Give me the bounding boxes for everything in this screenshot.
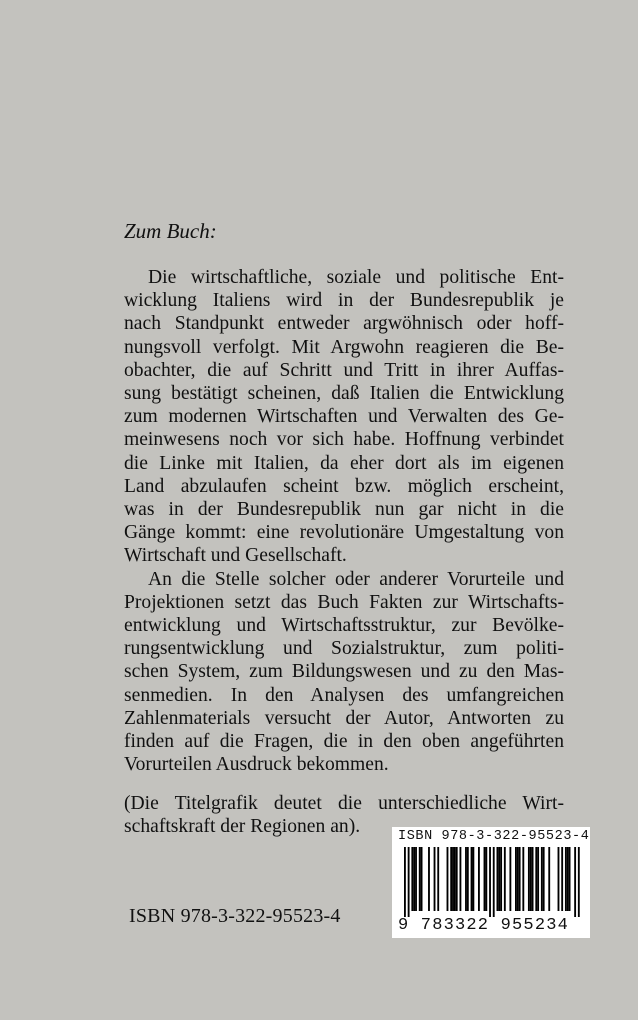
barcode-bar	[419, 847, 421, 911]
barcode-bar	[415, 847, 417, 911]
barcode-bar	[532, 847, 534, 911]
barcode-bar	[498, 847, 500, 911]
text-line: obachter, die auf Schritt und Tritt in ihrer Auffas-	[124, 359, 564, 381]
barcode-bar	[472, 847, 474, 911]
barcode-bar	[408, 847, 410, 917]
barcode-bar	[519, 847, 521, 911]
barcode-bar	[541, 847, 543, 911]
barcode-bar	[471, 847, 473, 911]
text-line: entwicklung und Wirtschaftsstruktur, zur Bevölke-	[124, 615, 564, 637]
barcode-digits: 9 783322 955234	[398, 916, 570, 935]
barcode-bar	[515, 847, 517, 911]
barcode-bar	[434, 847, 436, 911]
text-line: Gänge kommt: eine revolutionäre Umgestaltung von	[124, 522, 564, 544]
text-line: nungsvoll verfolgt. Mit Argwohn reagieren die Be-	[124, 336, 564, 358]
text-line: Vorurteilen Ausdruck bekommen.	[124, 754, 389, 776]
paragraph-1	[124, 266, 564, 568]
barcode-bar	[530, 847, 532, 911]
isbn-text: ISBN 978-3-322-95523-4	[129, 905, 341, 927]
text-line: die Linke mit Italien, da eher dort als im eigenen	[124, 452, 564, 474]
barcode-bar	[404, 847, 406, 917]
text-line: Wirtschaft und Gesellschaft.	[124, 545, 347, 567]
text-line: Land abzulaufen scheint bzw. möglich erscheint,	[124, 475, 564, 497]
barcode-bar	[456, 847, 458, 911]
barcode-bar	[450, 847, 452, 911]
barcode-bar	[452, 847, 454, 911]
barcode-bar	[484, 847, 486, 911]
text-line: zum modernen Wirtschaften und Verwalten des Ge-	[124, 406, 564, 428]
text-line: meinwesens noch vor sich habe. Hoffnung verbindet	[124, 429, 564, 451]
barcode-bar	[548, 847, 550, 911]
barcode-bar	[454, 847, 456, 911]
barcode-bar	[504, 847, 506, 911]
text-line: finden auf die Fragen, die in den oben angeführten	[124, 731, 564, 753]
barcode-bar	[578, 847, 580, 917]
barcode-bar	[565, 847, 567, 911]
text-line: rungsentwicklung und Sozialstruktur, zum politi-	[124, 638, 564, 660]
text-line: schaftskraft der Regionen an).	[124, 816, 361, 838]
barcode-bar	[543, 847, 545, 911]
barcode-box	[392, 827, 590, 938]
barcode-bar	[465, 847, 467, 911]
text-line: (Die Titelgrafik deutet die unterschiedliche Wirt-	[124, 793, 564, 814]
description-text	[124, 266, 564, 776]
barcode-bar	[500, 847, 502, 911]
barcode-bar	[489, 847, 491, 917]
text-line: was in der Bundesrepublik nun gar nicht in die	[124, 499, 564, 521]
barcode-bars	[396, 847, 586, 917]
barcode-bar	[460, 847, 462, 911]
barcode-bar	[467, 847, 469, 911]
barcode-bar	[485, 847, 487, 911]
barcode-bar	[497, 847, 499, 911]
barcode-bar	[569, 847, 571, 911]
barcode-bar	[535, 847, 537, 911]
text-line: sung bestätigt scheinen, daß Italien die Entwicklung	[124, 383, 564, 405]
barcode-bar	[558, 847, 560, 911]
text-line: Zahlenmaterials versucht der Autor, Antworten zu	[124, 707, 564, 729]
text-line: nach Standpunkt entweder argwöhnisch oder hoff-	[124, 313, 564, 335]
text-line: An die Stelle solcher oder anderer Vorurteile und	[148, 568, 564, 590]
barcode-bar	[517, 847, 519, 911]
barcode-bar	[574, 847, 576, 917]
barcode-bar	[411, 847, 413, 911]
text-line: senmedien. In den Analysen des umfangreichen	[124, 684, 564, 706]
barcode-bar	[537, 847, 539, 911]
barcode-bar	[421, 847, 423, 911]
text-line: wicklung Italiens wird in der Bundesrepublik je	[124, 290, 564, 312]
barcode-bar	[493, 847, 495, 917]
barcode-bar	[522, 847, 524, 911]
barcode-bar	[509, 847, 511, 911]
text-line: Die wirtschaftliche, soziale und politische Ent-	[148, 267, 564, 288]
barcode-bar	[561, 847, 563, 911]
barcode-bar	[428, 847, 430, 911]
barcode-bar	[528, 847, 530, 911]
barcode-bar	[567, 847, 569, 911]
barcode-bar	[447, 847, 449, 911]
barcode-bar	[478, 847, 480, 911]
barcode-bar	[437, 847, 439, 911]
text-line: Projektionen setzt das Buch Fakten zur Wirtschafts-	[124, 591, 564, 613]
barcode-isbn-label: ISBN 978-3-322-95523-4	[398, 829, 590, 844]
heading: Zum Buch:	[124, 219, 217, 243]
paragraph-2	[124, 568, 564, 777]
barcode-bar	[413, 847, 415, 911]
text-line: schen System, zum Bildungswesen und zu den Mas-	[124, 661, 564, 683]
